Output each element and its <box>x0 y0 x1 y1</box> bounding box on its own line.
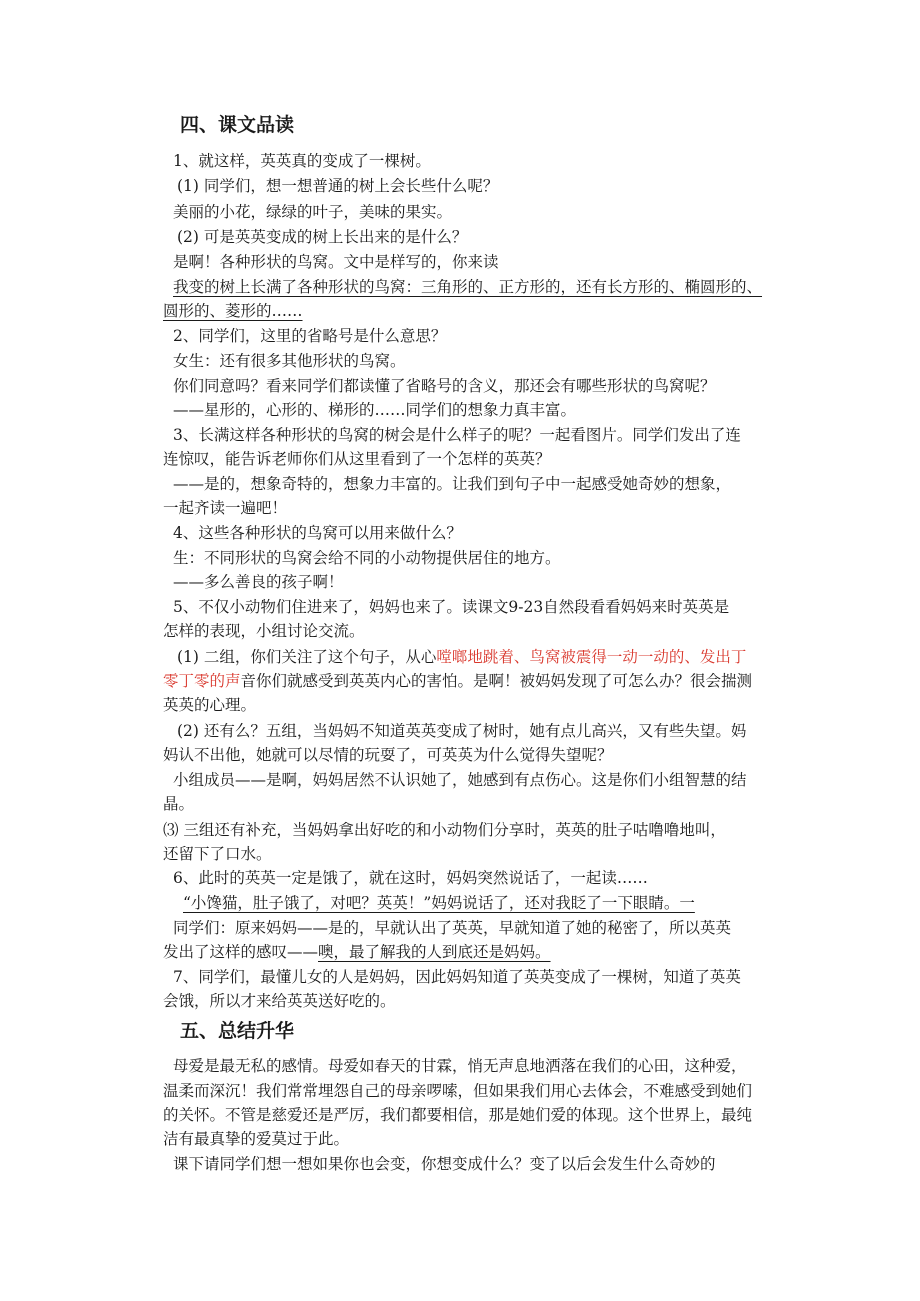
text-line: 2、同学们，这里的省略号是什么意思？ <box>173 327 447 345</box>
highlighted-text: 零丁零的声 <box>163 672 241 690</box>
underlined-quote-line: “小馋猫，肚子饿了，对吧？英英！”妈妈说话了，还对我眨了一下眼睛。一 <box>183 894 695 912</box>
text-line: ——星形的，心形的、梯形的……同学们的想象力真丰富。 <box>173 401 577 419</box>
text-line: 母爱是最无私的感情。母爱如春天的甘霖，悄无声息地洒落在我们的心田，这种爱， <box>173 1057 747 1075</box>
underlined-quote-line: 圆形的、菱形的…… <box>163 302 303 320</box>
text-line: 4、这些各种形状的鸟窝可以用来做什么？ <box>173 524 462 542</box>
text-line: ——多么善良的孩子啊！ <box>173 573 344 591</box>
text-line: 小组成员——是啊，妈妈居然不认识她了，她感到有点伤心。这是你们小组智慧的结 <box>173 771 747 789</box>
text-line: 3、长满这样各种形状的鸟窝的树会是什么样子的呢？一起看图片。同学们发出了连 <box>173 426 741 444</box>
text-line: 会饿，所以才来给英英送好吃的。 <box>163 992 396 1010</box>
text-line: 的关怀。不管是慈爱还是严厉，我们都要相信，那是她们爱的体现。这个世界上，最纯 <box>163 1106 753 1124</box>
text-line: 同学们：原来妈妈——是的，早就认出了英英，早就知道了她的秘密了，所以英英 <box>173 919 732 937</box>
text-line: 你们同意吗？看来同学们都读懂了省略号的含义，那还会有哪些形状的鸟窝呢？ <box>173 377 716 395</box>
text-line: 课下请同学们想一想如果你也会变，你想变成什么？变了以后会发生什么奇妙的 <box>173 1155 716 1173</box>
section-heading-4: 四、课文品读 <box>180 114 295 136</box>
text-span: (1) 二组，你们关注了这个句子，从心 <box>177 648 437 666</box>
section-heading-5: 五、总结升华 <box>180 1020 295 1042</box>
text-line: 1、就这样，英英真的变成了一棵树。 <box>173 152 431 170</box>
text-line-with-underline <box>163 941 803 963</box>
text-line: 生：不同形状的鸟窝会给不同的小动物提供居住的地方。 <box>173 549 561 567</box>
underlined-quote-line: 我变的树上长满了各种形状的鸟窝：三角形的、正方形的，还有长方形的、椭圆形的、 <box>173 278 763 296</box>
text-line: 妈认不出他，她就可以尽情的玩耍了，可英英为什么觉得失望呢？ <box>163 746 613 764</box>
text-line: ——是的，想象奇特的，想象力丰富的。让我们到句子中一起感受她奇妙的想象， <box>173 475 732 493</box>
text-line: (2) 可是英英变成的树上长出来的是什么？ <box>177 228 468 246</box>
text-line: 7、同学们，最懂儿女的人是妈妈，因此妈妈知道了英英变成了一棵树，知道了英英 <box>173 968 741 986</box>
text-line: 美丽的小花，绿绿的叶子，美味的果实。 <box>173 203 453 221</box>
text-line: ⑶ 三组还有补充，当妈妈拿出好吃的和小动物们分享时，英英的肚子咕噜噜地叫， <box>163 821 726 839</box>
text-line-with-highlight <box>163 670 803 692</box>
text-line: 温柔而深沉！我们常常埋怨自己的母亲啰嗦，但如果我们用心去体会，不难感受到她们 <box>163 1082 753 1100</box>
text-span: 发出了这样的感叹—— <box>163 943 319 961</box>
text-line: (2) 还有么？五组，当妈妈不知道英英变成了树时，她有点儿高兴，又有些失望。妈 <box>177 722 747 740</box>
text-line-with-highlight <box>177 646 817 668</box>
text-line: 洁有最真挚的爱莫过于此。 <box>163 1130 350 1148</box>
text-line: 女生：还有很多其他形状的鸟窝。 <box>173 352 406 370</box>
text-line: 连惊叹，能告诉老师你们从这里看到了一个怎样的英英？ <box>163 450 551 468</box>
text-line: 怎样的表现，小组讨论交流。 <box>163 622 365 640</box>
text-line: (1) 同学们，想一想普通的树上会长些什么呢？ <box>177 177 499 195</box>
text-line: 晶。 <box>163 795 195 813</box>
text-line: 英英的心理。 <box>163 696 257 714</box>
underlined-text: 噢，最了解我的人到底还是妈妈。 <box>318 943 551 961</box>
text-line: 5、不仅小动物们住进来了，妈妈也来了。读课文9-23自然段看看妈妈来时英英是 <box>173 598 730 616</box>
text-line: 还留下了口水。 <box>163 845 272 863</box>
text-line: 6、此时的英英一定是饿了，就在这时，妈妈突然说话了，一起读…… <box>173 869 648 887</box>
text-line: 是啊！各种形状的鸟窝。文中是样写的，你来读 <box>173 253 499 271</box>
text-span: 音你们就感受到英英内心的害怕。是啊！被妈妈发现了可怎么办？很会揣测 <box>240 672 753 690</box>
highlighted-text: 嘡啷地跳着、鸟窝被震得一动一动的、发出丁 <box>436 648 747 666</box>
text-line: 一起齐读一遍吧！ <box>163 499 288 517</box>
